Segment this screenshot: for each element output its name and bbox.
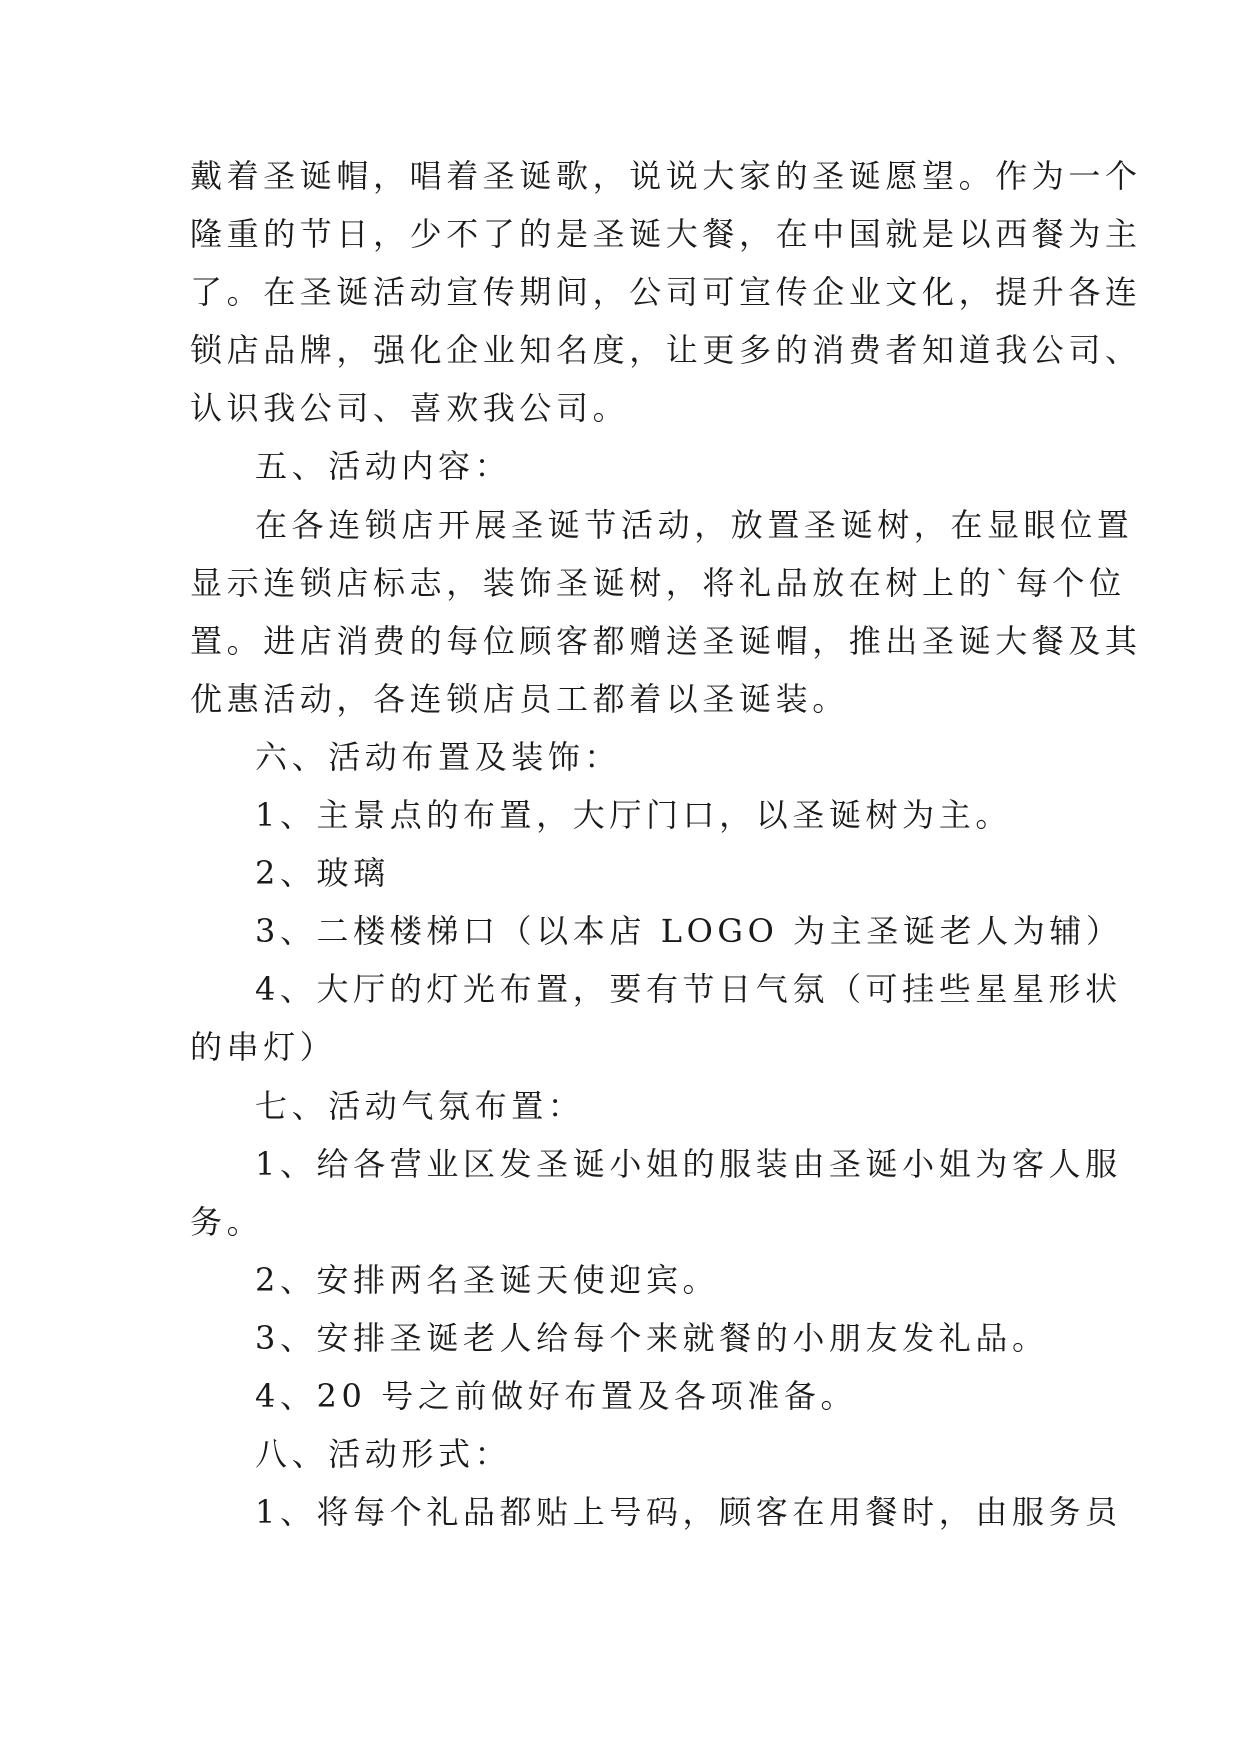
text-line: 五、活动内容： <box>255 447 512 486</box>
text-line: 优惠活动，各连锁店员工都着以圣诞装。 <box>190 679 849 718</box>
text-line: 八、活动形式： <box>255 1435 512 1474</box>
text-line: 置。进店消费的每位顾客都赠送圣诞帽，推出圣诞大餐及其 <box>190 621 1142 660</box>
text-line: 2、安排两名圣诞天使迎宾。 <box>255 1260 720 1299</box>
text-line: 戴着圣诞帽，唱着圣诞歌，说说大家的圣诞愿望。作为一个 <box>190 157 1142 195</box>
text-line: 1、给各营业区发圣诞小姐的服装由圣诞小姐为客人服 <box>255 1144 1122 1183</box>
text-line: 六、活动布置及装饰： <box>255 737 622 776</box>
document-body <box>190 157 1142 1552</box>
text-line: 1、主景点的布置，大厅门口，以圣诞树为主。 <box>255 796 1012 835</box>
text-line: 认识我公司、喜欢我公司。 <box>190 389 630 428</box>
text-line: 1、将每个礼品都贴上号码，顾客在用餐时，由服务员 <box>255 1493 1122 1532</box>
text-line: 七、活动气氛布置： <box>255 1086 585 1125</box>
text-line: 锁店品牌，强化企业知名度，让更多的消费者知道我公司、 <box>190 331 1142 370</box>
text-line: 的串灯） <box>190 1028 337 1067</box>
text-line: 了。在圣诞活动宣传期间，公司可宣传企业文化，提升各连 <box>190 273 1142 312</box>
text-line: 3、二楼楼梯口（以本店 LOGO 为主圣诞老人为辅） <box>255 912 1123 951</box>
text-line: 务。 <box>190 1202 264 1241</box>
text-line: 隆重的节日，少不了的是圣诞大餐，在中国就是以西餐为主 <box>190 215 1142 254</box>
text-line: 2、玻璃 <box>255 854 390 893</box>
text-line: 显示连锁店标志，装饰圣诞树，将礼品放在树上的`每个位 <box>190 563 1126 602</box>
text-line: 4、20 号之前做好布置及各项准备。 <box>255 1376 858 1415</box>
text-line: 3、安排圣诞老人给每个来就餐的小朋友发礼品。 <box>255 1318 1049 1357</box>
text-line: 在各连锁店开展圣诞节活动，放置圣诞树，在显眼位置 <box>255 505 1134 544</box>
text-line: 4、大厅的灯光布置，要有节日气氛（可挂些星星形状 <box>255 970 1122 1009</box>
